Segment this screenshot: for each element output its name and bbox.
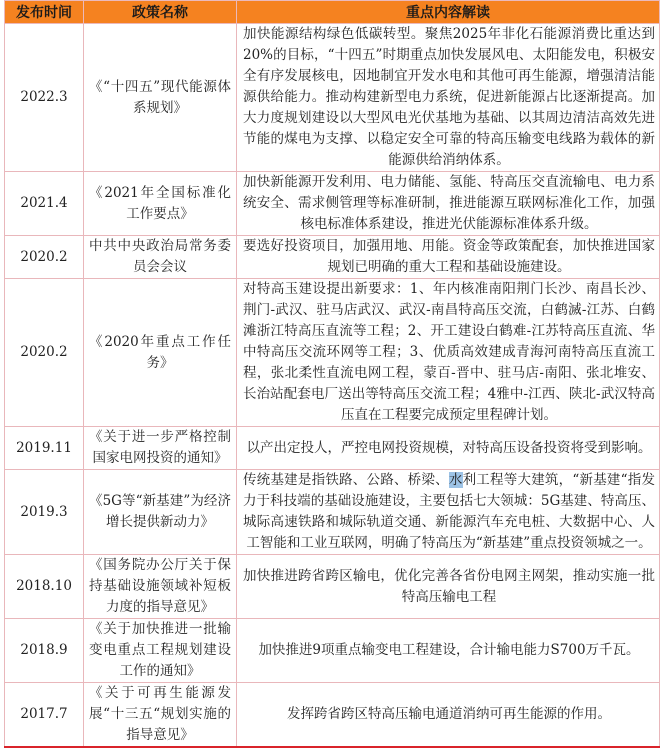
header-date: 发布时间	[5, 1, 84, 24]
row-date: 2021.4	[5, 172, 84, 236]
row-date: 2018.10	[5, 555, 84, 619]
row-content: 发挥跨省跨区特高压输电通道消纳可再生能源的作用。	[237, 683, 660, 748]
row-policy-name: 《5G等“新基建”为经济增长提供新动力》	[84, 470, 237, 555]
content-part: 利工程等大建筑，“新基建“指发力于科技端的基础设施建设，主要包括七大领城：5G基建、特高压、城际高速铁路和城际轨道交通、新能源汽车充电桩、大数据中心、人工智能和工业互联网，明确了特高压为“新基建”重点投资领城之一。	[243, 472, 656, 551]
table-row	[5, 470, 660, 555]
row-policy-name: 《关于加快推进一批输变电重点工程规划建设工作的通知》	[84, 619, 237, 683]
header-name: 政策名称	[84, 1, 237, 24]
table-row	[5, 24, 660, 172]
table-row	[5, 619, 660, 683]
row-content: 加快能源结构绿色低碳转型。聚焦2025年非化石能源消费比重达到20%的目标，“十四五”时期重点加快发展风电、太阳能发电，积极安全有序发展核电，因地制宜开发水电和其他可再生能源，增强清洁能源供给能力。推动构建新型电力系统，促进新能源占比逐渐提高。加大力度规划建设以大型风电光伏基地为基础、以其周边清洁高效先进节能的煤电为支撑、以稳定安全可靠的特高压输变电线路为载体的新能源供给消纳体系。	[237, 24, 660, 172]
table-row	[5, 172, 660, 236]
table-row	[5, 427, 660, 470]
row-content: 加快新能源开发利用、电力储能、氢能、特高压交直流输电、电力系统安全、需求侧管理等标准研制，推进能源互联网标准化工作，加强核电标准体系建设，推进光伏能源标准体系升级。	[237, 172, 660, 236]
row-content: 加快推进跨省跨区输电，优化完善各省份电网主网架，推动实施一批特高压输电工程	[237, 555, 660, 619]
row-date: 2018.9	[5, 619, 84, 683]
table-header	[5, 1, 660, 24]
row-date: 2017.7	[5, 683, 84, 748]
row-date: 2020.2	[5, 279, 84, 427]
row-policy-name: 《2021年全国标准化工作要点》	[84, 172, 237, 236]
row-policy-name: 《“十四五”现代能源体系规划》	[84, 24, 237, 172]
row-content: 要选好投资项目，加强用地、用能。资金等政策配套，加快推进国家规划已明确的重大工程和基础设施建设。	[237, 236, 660, 279]
table-row	[5, 236, 660, 279]
table-row	[5, 555, 660, 619]
row-content	[237, 470, 660, 555]
row-policy-name: 《关于可再生能源发展“十三五“规划实施的指导意见》	[84, 683, 237, 748]
row-date: 2019.3	[5, 470, 84, 555]
row-date: 2020.2	[5, 236, 84, 279]
row-date: 2019.11	[5, 427, 84, 470]
row-date: 2022.3	[5, 24, 84, 172]
table-row	[5, 683, 660, 748]
row-policy-name: 《2020年重点工作任务》	[84, 279, 237, 427]
content-part: 传统基建是指铁路、公路、桥梁、	[243, 472, 449, 488]
row-policy-name: 中共中央政治局常务委员会会议	[84, 236, 237, 279]
row-policy-name: 《国务院办公厅关于保持基础设施领域补短板力度的指导意见》	[84, 555, 237, 619]
table-row	[5, 279, 660, 427]
policy-table	[4, 0, 660, 748]
selected-text[interactable]: 水	[448, 472, 463, 488]
row-policy-name: 《关于进一步严格控制国家电网投资的通知》	[84, 427, 237, 470]
row-content: 加快推进9项重点输变电工程建设，合计输电能力S700万千瓦。	[237, 619, 660, 683]
header-content: 重点内容解读	[237, 1, 660, 24]
row-content: 以产出定投人，严控电网投资规模，对特高压设备投资将受到影响。	[237, 427, 660, 470]
row-content: 对特高玉建设提出新要求：1、年内核准南阳荆门长沙、南昌长沙、荆门-武汉、驻马店武汉、武汉-南昌特高压交流，白鹤滅-江苏、白鹤滩浙江特高压直流等工程；2、开工建设白鹤难-江苏特高压直流、华中特高压交流环网等工程；3、优质高效建成青海河南特高压直流工程，张北柔性直流电网工程，蒙百-晋中、驻马店-南阳、张北堆安、长治站配套电厂送出等特高压交流工程；4雅中-江西、陕北-武汉特高压直在工程要完成预定里程碑计划。	[237, 279, 660, 427]
